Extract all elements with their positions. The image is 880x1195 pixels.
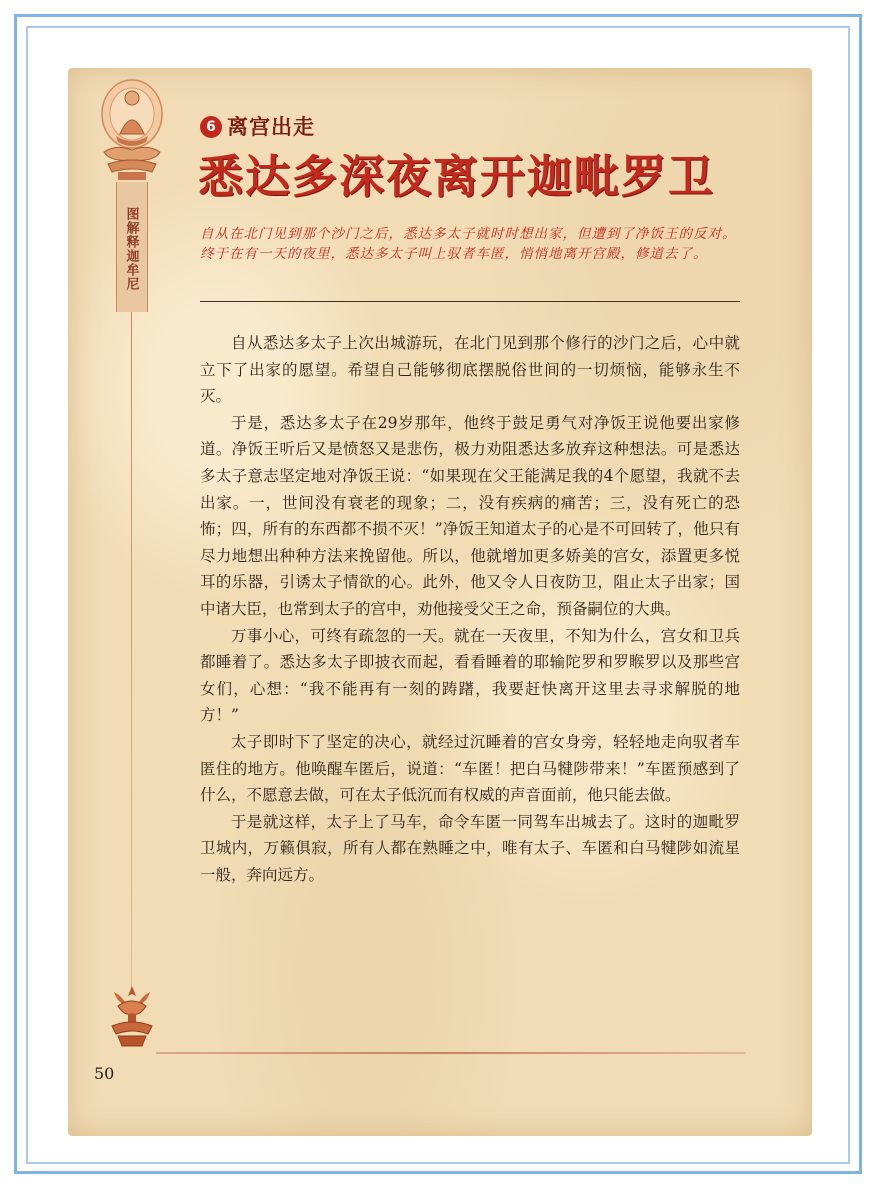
chapter-title: 离宫出走 [227,115,315,139]
body-paragraph: 自从悉达多太子上次出城游玩，在北门见到那个修行的沙门之后，心中就立下了出家的愿望。希望自己能够彻底摆脱俗世间的一切烦恼，能够永生不灭。 [200,334,740,406]
body-paragraph: 太子即时下了坚定的决心，就经过沉睡着的宫女身旁，轻轻地走向驭者车匿住的地方。他唤醒车匿后，说道：“车匿！把白马犍陟带来！”车匿预感到了什么，不愿意去做，可在太子低沉而有权威的声音面前，他只能去做。 [200,732,740,805]
lotus-ornament-icon [104,982,160,1050]
footer-divider [156,1052,746,1054]
chapter-number-badge: 6 [200,116,222,138]
section-side-label: 图解释迦牟尼 [123,207,139,291]
buddha-icon [96,76,168,182]
body-text [200,330,740,888]
page-number: 50 [94,1064,115,1083]
body-paragraph: 万事小心，可终有疏忽的一天。就在一天夜里，不知为什么，宫女和卫兵都睡着了。悉达多太子即披衣而起，看看睡着的耶输陀罗和罗睺罗以及那些宫女们，心想：“我不能再有一刻的踌躇，我要赶快离开这里去寻求解脱的地方！” [200,626,740,725]
title-divider [200,301,740,302]
side-divider-line [131,312,132,992]
body-paragraph: 于是，悉达多太子在29岁那年，他终于鼓足勇气对净饭王说他要出家修道。净饭王听后又是愤怒又是悲伤，极力劝阻悉达多放弃这种想法。可是悉达多太子意志坚定地对净饭王说：“如果现在父王能满足我的4个愿望，我就不去出家。一，世间没有衰老的现象；二，没有疾病的痛苦；三，没有死亡的恐怖；四，所有的东西都不损不灭！”净饭王知道太子的心是不可回转了，他只有尽力地想出种种方法来挽留他。所以，他就增加更多娇美的宫女，添置更多悦耳的乐器，引诱太子情欲的心。此外，他又令人日夜防卫，阻止太子出家；国中诸大臣，也常到太子的宫中，劝他接受父王之命，预备嗣位的大典。 [200,413,740,618]
intro-summary: 自从在北门见到那个沙门之后，悉达多太子就时时想出家，但遭到了净饭王的反对。终于在有一天的夜里，悉达多太子叫上驭者车匿，悄悄地离开宫殿，修道去了。 [200,226,737,262]
page-title: 悉达多深夜离开迦毗罗卫 [198,150,716,203]
body-paragraph: 于是就这样，太子上了马车，命令车匿一同驾车出城去了。这时的迦毗罗卫城内，万籁俱寂，所有人都在熟睡之中，唯有太子、车匿和白马犍陟如流星一般，奔向远方。 [200,812,740,884]
